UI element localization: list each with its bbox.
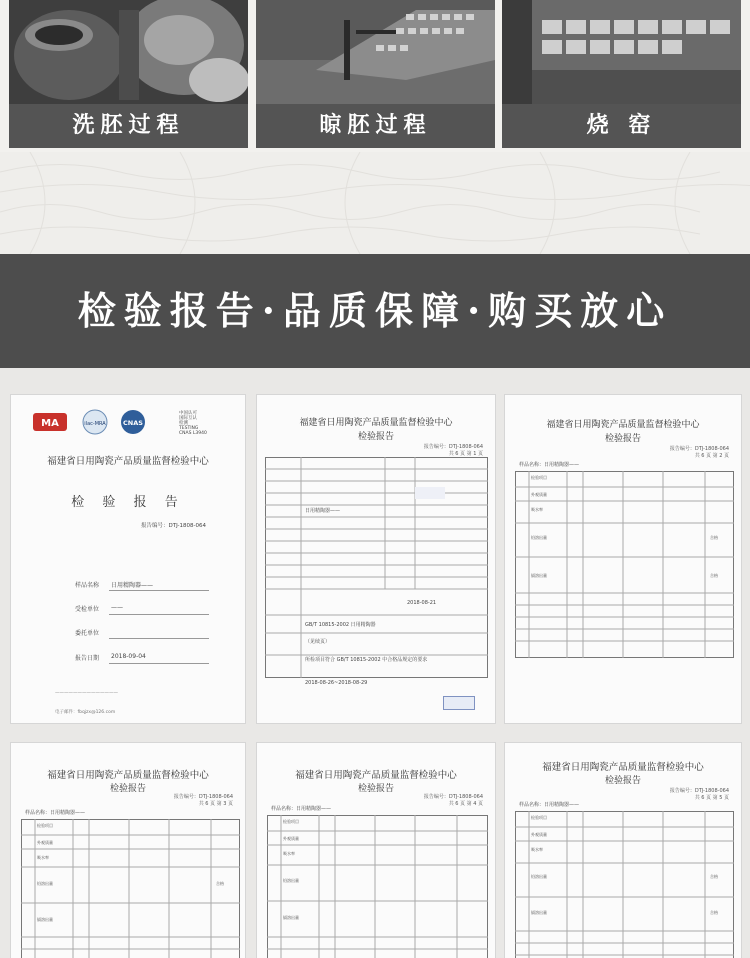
- table-cell: 合格: [710, 910, 718, 915]
- decorative-texture: [0, 152, 750, 254]
- lab-name: 福建省日用陶瓷产品质量监督检验中心: [47, 456, 209, 467]
- sample-name: 日用精陶器——: [305, 508, 341, 514]
- report-number: 报告编号：DTJ-1808-064: [423, 794, 483, 800]
- lab-name: 福建省日用陶瓷产品质量监督检验中心: [299, 418, 453, 428]
- table-cell: 铅溶出量: [531, 535, 547, 540]
- table-cell: 铅溶出量: [37, 881, 53, 886]
- lab-name: 福建省日用陶瓷产品质量监督检验中心: [546, 420, 700, 430]
- table-cell: 铅溶出量: [283, 878, 299, 883]
- doc-title: 检验报告: [604, 776, 641, 786]
- table-header: 检验项目: [37, 823, 53, 828]
- results-table: [515, 471, 735, 671]
- process-card-washing: [9, 0, 248, 148]
- report-number: 报告编号：DTJ-1808-064: [669, 446, 729, 452]
- process-card-drying: [256, 0, 495, 148]
- report-page-5[interactable]: [504, 742, 742, 958]
- summary-table: [265, 457, 489, 687]
- field-label: 报告日期: [75, 655, 100, 662]
- sample-line: 样品名称：日用精陶器——: [519, 462, 580, 468]
- washing-photo: [9, 0, 248, 105]
- table-cell: 合格: [710, 535, 718, 540]
- svg-text:MA: MA: [41, 418, 59, 429]
- results-table: [21, 819, 241, 958]
- table-cell: 外观质量: [531, 832, 547, 837]
- field-underline: [109, 614, 209, 615]
- cover-title: 检 验 报 告: [71, 495, 185, 510]
- svg-text:CNAS: CNAS: [123, 419, 143, 427]
- table-cell: 合格: [710, 573, 718, 578]
- address-line: ——————————————: [55, 691, 118, 696]
- table-cell: 镉溶出量: [531, 573, 547, 578]
- field-underline: [109, 663, 209, 664]
- table-cell: 镉溶出量: [283, 915, 299, 920]
- table-cell: 镉溶出量: [37, 917, 53, 922]
- svg-text:ilac-MRA: ilac-MRA: [84, 421, 106, 427]
- cnas-logo: [121, 410, 145, 434]
- report-page-2[interactable]: [504, 394, 742, 724]
- table-cell: 镉溶出量: [531, 910, 547, 915]
- results-table: [515, 811, 735, 958]
- page-number: 共 6 页 第 4 页: [448, 801, 483, 807]
- field-value: 日用精陶器——: [111, 582, 154, 589]
- table-header: 检验项目: [283, 819, 299, 824]
- quality-banner: [0, 254, 750, 368]
- doc-title: 检验报告: [357, 784, 394, 794]
- report-number: 报告编号：DTJ-1808-064: [423, 444, 483, 450]
- process-label: 晾胚过程: [256, 104, 495, 148]
- ilac-mra-logo: [83, 410, 107, 434]
- process-label: 烧 窑: [502, 104, 741, 148]
- standard: GB/T 10815-2002 日用精陶器: [305, 622, 376, 628]
- lab-name: 福建省日用陶瓷产品质量监督检验中心: [47, 770, 209, 781]
- report-page-3[interactable]: [10, 742, 246, 958]
- table-cell: 合格: [216, 881, 224, 886]
- table-cell: 合格: [710, 874, 718, 879]
- lab-name: 福建省日用陶瓷产品质量监督检验中心: [542, 762, 704, 773]
- sample-line: 样品名称：日用精陶器——: [271, 806, 332, 812]
- lab-name: 福建省日用陶瓷产品质量监督检验中心: [295, 770, 457, 781]
- table-cell: 外观质量: [531, 492, 547, 497]
- table-cell: 吸水率: [531, 507, 543, 512]
- kiln-photo: [502, 0, 741, 105]
- table-cell: 吸水率: [531, 847, 543, 852]
- table-cell: 吸水率: [37, 855, 49, 860]
- process-card-firing: [502, 0, 741, 148]
- drying-photo: [256, 0, 495, 105]
- table-header: 检验项目: [531, 815, 547, 820]
- report-cover-page[interactable]: [10, 394, 246, 724]
- table-cell: 外观质量: [37, 840, 53, 845]
- page-number: 共 6 页 第 5 页: [694, 795, 729, 801]
- conclusion: 所检项目符合 GB/T 10815-2002 中合格品规定的要求: [305, 657, 428, 663]
- table-header: 检验项目: [531, 475, 547, 480]
- report-gallery: [0, 368, 750, 958]
- certification-logos: [33, 409, 173, 439]
- table-cell: 铅溶出量: [531, 874, 547, 879]
- stamp-icon: [443, 696, 475, 710]
- footer-email: 电子邮件：fbqjzx@126.com: [55, 710, 116, 715]
- doc-title: 检验报告: [357, 432, 394, 442]
- doc-title: 检验报告: [109, 784, 146, 794]
- report-number: 报告编号：DTJ-1808-064: [141, 523, 206, 529]
- field-label: 受检单位: [75, 606, 100, 613]
- report-number: 报告编号：DTJ-1808-064: [173, 794, 233, 800]
- banner-title: 检验报告·品质保障·购买放心: [77, 288, 673, 333]
- page-number: 共 6 页 第 3 页: [198, 801, 233, 807]
- page-number: 共 6 页 第 1 页: [448, 451, 483, 457]
- report-number: 报告编号：DTJ-1808-064: [669, 788, 729, 794]
- table-cell: 吸水率: [283, 851, 295, 856]
- receive-date: 2018-08-21: [407, 600, 437, 606]
- doc-title: 检验报告: [604, 434, 641, 444]
- results-table: [267, 815, 489, 958]
- page-number: 共 6 页 第 2 页: [694, 453, 729, 459]
- field-underline: [109, 638, 209, 639]
- test-dates: 2018-08-26~2018-08-29: [305, 680, 368, 686]
- table-cell: 外观质量: [283, 836, 299, 841]
- sample-line: 样品名称：日用精陶器——: [25, 810, 86, 816]
- field-underline: [109, 590, 209, 591]
- field-value: 2018-09-04: [111, 653, 146, 660]
- result: （见续页）: [305, 639, 331, 645]
- cma-logo: [33, 413, 67, 431]
- field-label: 委托单位: [75, 630, 100, 637]
- field-value: ——: [111, 604, 123, 611]
- report-page-4[interactable]: [256, 742, 496, 958]
- process-section: [0, 0, 750, 152]
- cnas-note: 中国认可 国际互认 检测 TESTING CNAS L3940: [179, 411, 207, 436]
- field-label: 样品名称: [75, 582, 100, 589]
- report-summary-page[interactable]: [256, 394, 496, 724]
- process-label: 洗胚过程: [9, 104, 248, 148]
- sample-line: 样品名称：日用精陶器——: [519, 802, 580, 808]
